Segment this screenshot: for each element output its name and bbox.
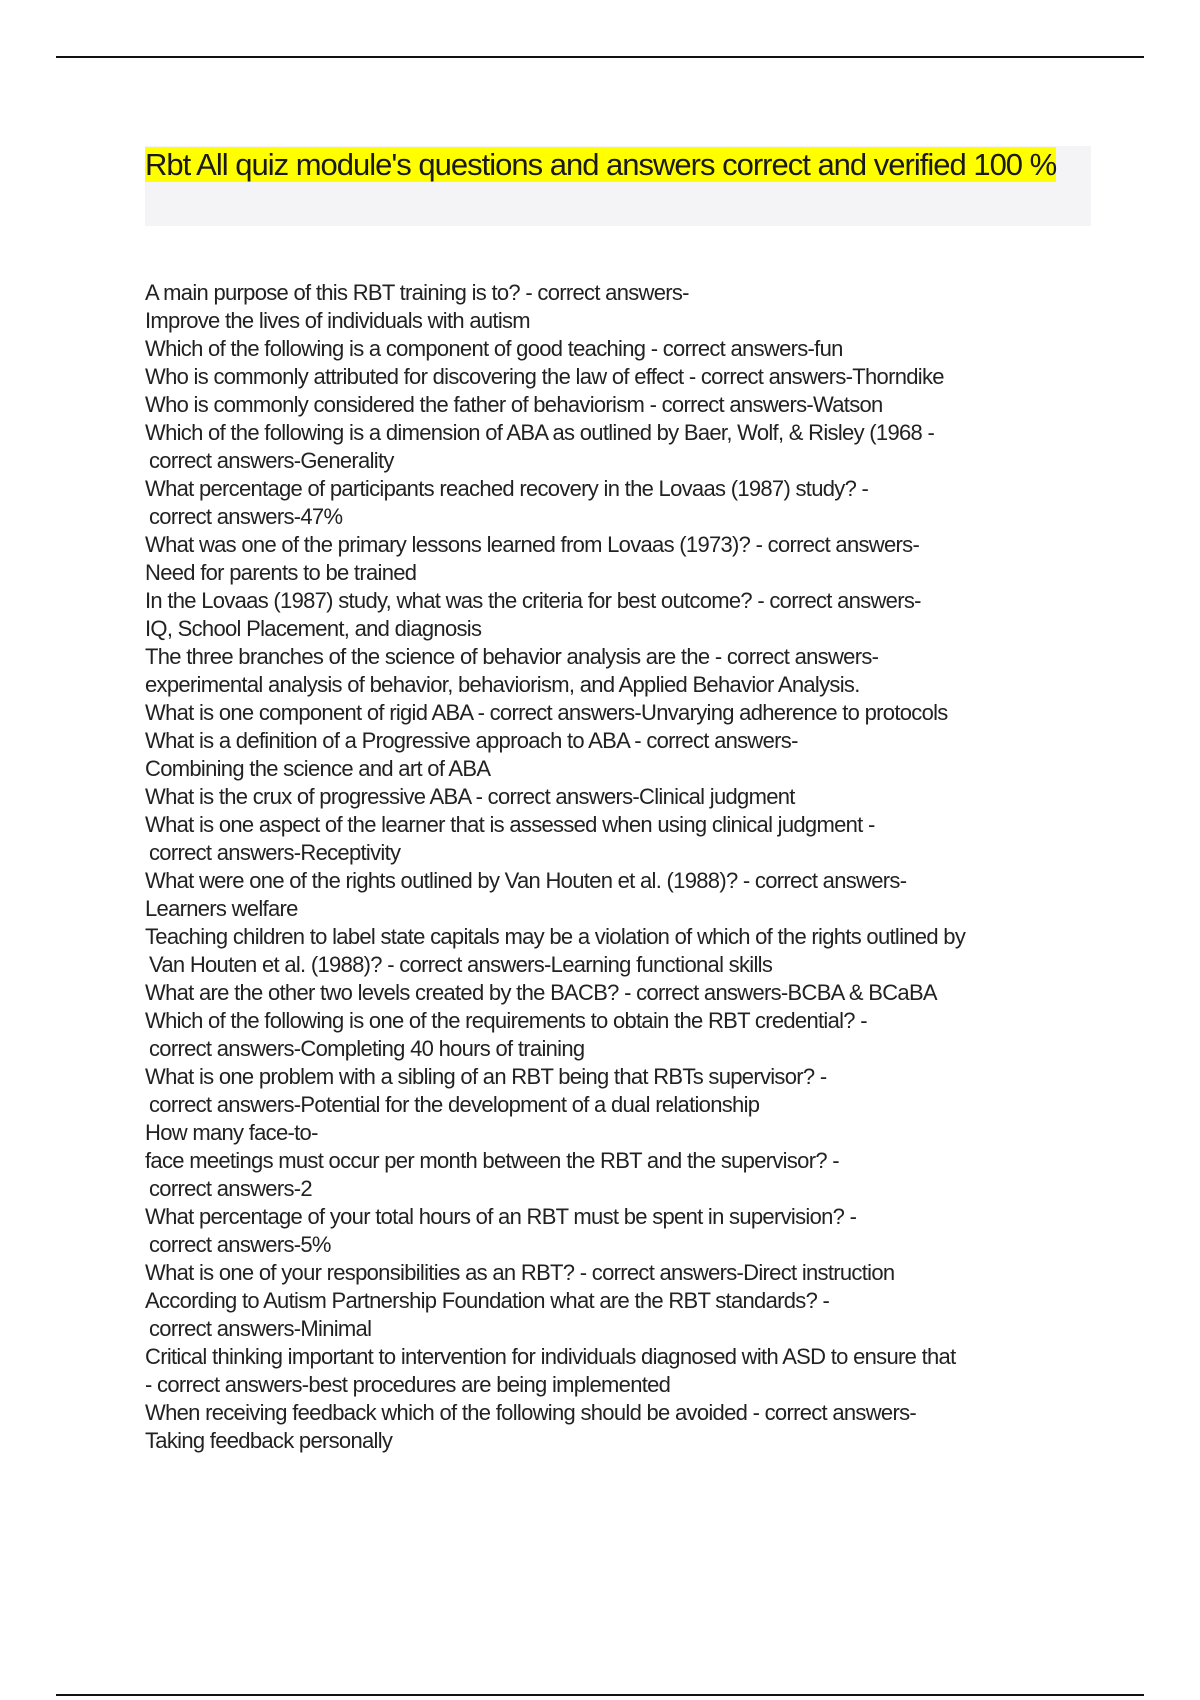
text-line: Which of the following is one of the requirements to obtain the RBT credential? -: [145, 1008, 867, 1033]
text-line: IQ, School Placement, and diagnosis: [145, 616, 482, 641]
text-line: Van Houten et al. (1988)? - correct answers-Learning functional skills: [149, 952, 773, 977]
text-line: What percentage of participants reached recovery in the Lovaas (1987) study? -: [145, 476, 869, 501]
text-line: In the Lovaas (1987) study, what was the criteria for best outcome? - correct answers-: [145, 588, 921, 613]
text-line: correct answers-47%: [149, 504, 343, 529]
text-line: How many face-to-: [145, 1120, 318, 1145]
text-line: correct answers-Completing 40 hours of training: [149, 1036, 585, 1061]
text-line: correct answers-Generality: [149, 448, 394, 473]
text-line: What is the crux of progressive ABA - correct answers-Clinical judgment: [145, 784, 795, 809]
text-line: What is one aspect of the learner that is assessed when using clinical judgment -: [145, 812, 875, 837]
text-line: face meetings must occur per month between the RBT and the supervisor? -: [145, 1148, 839, 1173]
text-line: correct answers-Receptivity: [149, 840, 401, 865]
text-line: Who is commonly considered the father of behaviorism - correct answers-Watson: [145, 392, 883, 417]
text-line: What were one of the rights outlined by Van Houten et al. (1988)? - correct answers-: [145, 868, 907, 893]
text-line: Combining the science and art of ABA: [145, 756, 491, 781]
text-line: A main purpose of this RBT training is to? - correct answers-: [145, 280, 689, 305]
document-title: [145, 146, 1091, 184]
text-line: correct answers-Minimal: [149, 1316, 372, 1341]
text-line: Critical thinking important to intervention for individuals diagnosed with ASD to ensure that: [145, 1344, 956, 1369]
text-line: The three branches of the science of behavior analysis are the - correct answers-: [145, 644, 879, 669]
text-line: Who is commonly attributed for discovering the law of effect - correct answers-Thorndike: [145, 364, 944, 389]
text-line: Teaching children to label state capitals may be a violation of which of the rights outlined by: [145, 924, 966, 949]
text-line: What are the other two levels created by the BACB? - correct answers-BCBA & BCaBA: [145, 980, 937, 1005]
text-line: According to Autism Partnership Foundation what are the RBT standards? -: [145, 1288, 830, 1313]
text-line: What was one of the primary lessons learned from Lovaas (1973)? - correct answers-: [145, 532, 920, 557]
text-line: correct answers-Potential for the development of a dual relationship: [149, 1092, 760, 1117]
document-title-text: Rbt All quiz module's questions and answers correct and verified 100 %: [145, 147, 1057, 182]
text-line: correct answers-2: [149, 1176, 312, 1201]
text-line: correct answers-5%: [149, 1232, 331, 1257]
text-line: Taking feedback personally: [145, 1428, 393, 1453]
text-line: When receiving feedback which of the following should be avoided - correct answers-: [145, 1400, 917, 1425]
text-line: What is one of your responsibilities as an RBT? - correct answers-Direct instruction: [145, 1260, 895, 1285]
text-line: - correct answers-best procedures are being implemented: [145, 1372, 671, 1397]
text-line: Need for parents to be trained: [145, 560, 417, 585]
text-line: Learners welfare: [145, 896, 298, 921]
text-line: What is a definition of a Progressive approach to ABA - correct answers-: [145, 728, 798, 753]
text-line: Improve the lives of individuals with autism: [145, 308, 530, 333]
qa-list: [145, 279, 1105, 1455]
top-rule: [56, 56, 1144, 58]
text-line: Which of the following is a dimension of ABA as outlined by Baer, Wolf, & Risley (1968 -: [145, 420, 935, 445]
text-line: What is one problem with a sibling of an RBT being that RBTs supervisor? -: [145, 1064, 827, 1089]
text-line: What percentage of your total hours of an RBT must be spent in supervision? -: [145, 1204, 857, 1229]
title-box: [145, 146, 1091, 226]
text-line: What is one component of rigid ABA - correct answers-Unvarying adherence to protocols: [145, 700, 948, 725]
text-line: experimental analysis of behavior, behaviorism, and Applied Behavior Analysis.: [145, 672, 860, 697]
text-line: Which of the following is a component of good teaching - correct answers-fun: [145, 336, 843, 361]
bottom-rule: [56, 1694, 1144, 1696]
